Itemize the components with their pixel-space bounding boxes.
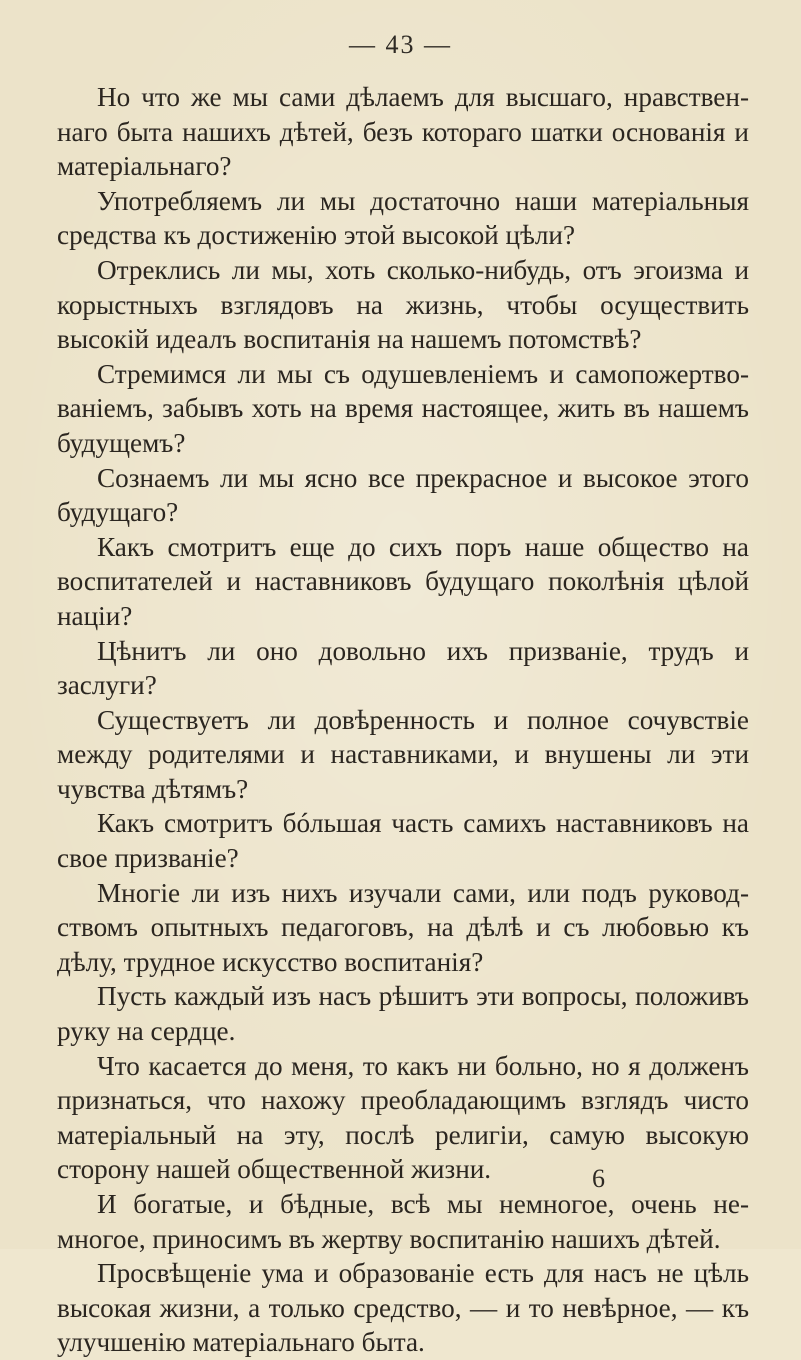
- paragraph: Отреклись ли мы, хоть сколько-нибудь, отъ эгоизма и корыстныхъ взглядовъ на жизнь, чтобы осуществить высокій идеалъ воспитанія на нашемъ потомствѣ?: [57, 254, 749, 355]
- paragraph: Стремимся ли мы съ одушевленіемъ и самопожертвованіемъ, забывъ хоть на время настоящее, жить въ нашемъ будущемъ?: [57, 358, 749, 458]
- paragraph: Какъ смотритъ бóльшая часть самихъ наставниковъ на свое призваніе?: [57, 808, 749, 874]
- page-text: [57, 80, 749, 1360]
- paragraph: Многіе ли изъ нихъ изучали сами, или подъ руководствомъ опытныхъ педагоговъ, на дѣлѣ и съ любовью къ дѣлу, трудное искусство воспитанія?: [57, 877, 749, 977]
- paragraph: Какъ смотритъ еще до сихъ поръ наше общество на воспитателей и наставниковъ будущаго поколѣнія цѣлой націи?: [57, 531, 749, 631]
- paragraph: Сознаемъ ли мы ясно все прекрасное и высокое этого будущаго?: [57, 462, 749, 528]
- paragraph: Что касается до меня, то какъ ни больно, но я долженъ признаться, что нахожу преобладающимъ взглядъ чисто матеріальный на эту, послѣ религіи, самую высокую сторону нашей общественной жизни.: [57, 1050, 749, 1185]
- paragraph: Пусть каждый изъ насъ рѣшитъ эти вопросы, положивъ руку на сердце.: [57, 981, 749, 1047]
- paragraph: И богатые, и бѣдные, всѣ мы немногое, очень немногое, приносимъ въ жертву воспитанію нашихъ дѣтей.: [57, 1189, 749, 1254]
- paragraph: Цѣнитъ ли оно довольно ихъ призваніе, трудъ и заслуги?: [57, 635, 749, 701]
- paragraph: Но что же мы сами дѣлаемъ для высшаго, нравственнаго быта нашихъ дѣтей, безъ котораго шатки основанія и матеріальнаго?: [57, 82, 749, 182]
- page-number-header: — 43 —: [349, 30, 452, 59]
- paragraph: Существуетъ ли довѣренность и полное сочувствіе между родителями и наставниками, и внушены ли эти чувства дѣтямъ?: [57, 704, 749, 804]
- signature-mark: 6: [592, 1164, 605, 1193]
- paragraph: Употребляемъ ли мы достаточно наши матеріальныя средства къ достиженію этой высокой цѣли?: [57, 185, 749, 251]
- paragraph: Просвѣщеніе ума и образованіе есть для насъ не цѣль высокая жизни, а только средство, — и то невѣрное, — къ улучшенію матеріальнаго быта.: [57, 1258, 749, 1358]
